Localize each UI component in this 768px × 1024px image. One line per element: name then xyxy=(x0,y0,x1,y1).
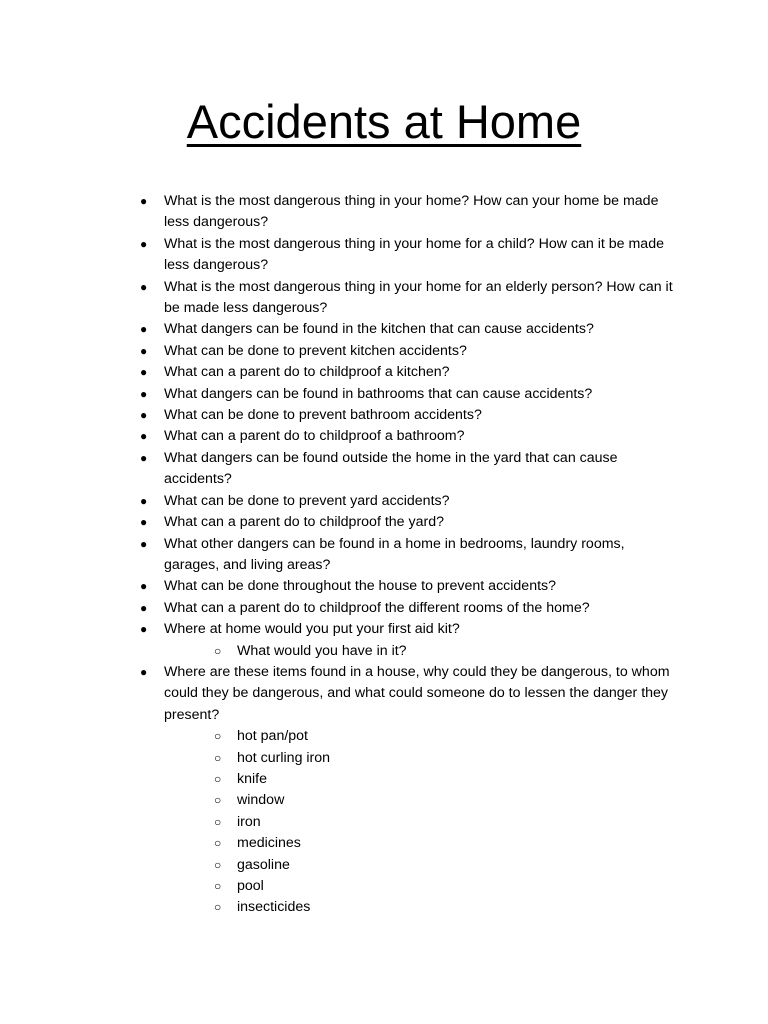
bullet-circle-icon: ○ xyxy=(214,814,222,829)
bullet-dot-icon: ● xyxy=(140,279,148,294)
sub-list-item xyxy=(214,812,674,833)
bullet-circle-icon: ○ xyxy=(214,750,222,765)
question-item xyxy=(140,662,674,919)
bullet-dot-icon: ● xyxy=(140,386,148,401)
question-text: What is the most dangerous thing in your home for an elderly person? How can it be made less dangerous? xyxy=(164,278,673,317)
question-item xyxy=(140,319,674,340)
bullet-dot-icon: ● xyxy=(140,515,148,530)
sub-list-item xyxy=(214,855,674,876)
question-text: What dangers can be found in the kitchen that can cause accidents? xyxy=(164,321,594,338)
question-item xyxy=(140,598,674,619)
sub-list-item xyxy=(214,833,674,854)
bullet-dot-icon: ● xyxy=(140,343,148,358)
bullet-dot-icon: ● xyxy=(140,236,148,251)
sub-list-item xyxy=(214,641,674,662)
question-text: What can a parent do to childproof a kitchen? xyxy=(164,364,450,381)
question-text: Where are these items found in a house, why could they be dangerous, to whom could they be dangerous, and what could someone do to lessen the danger they present? xyxy=(164,663,670,723)
sub-list-item xyxy=(214,790,674,811)
bullet-dot-icon: ● xyxy=(140,664,148,679)
bullet-dot-icon: ● xyxy=(140,429,148,444)
question-item xyxy=(140,277,674,320)
sub-item-text: pool xyxy=(237,878,264,894)
bullet-dot-icon: ● xyxy=(140,194,148,208)
question-item xyxy=(140,576,674,597)
bullet-dot-icon: ● xyxy=(140,536,148,551)
sub-list-item xyxy=(214,876,674,897)
sub-item-text: hot pan/pot xyxy=(237,728,308,745)
sub-list xyxy=(164,726,674,919)
question-item xyxy=(140,512,674,533)
sub-list-item xyxy=(214,769,674,790)
bullet-dot-icon: ● xyxy=(140,600,148,615)
question-item xyxy=(140,448,674,491)
bullet-dot-icon: ● xyxy=(140,365,148,380)
bullet-circle-icon: ○ xyxy=(214,729,222,744)
question-item xyxy=(140,191,674,234)
question-text: What can a parent do to childproof the different rooms of the home? xyxy=(164,599,590,616)
question-text: What dangers can be found outside the home in the yard that can cause accidents? xyxy=(164,449,618,488)
bullet-dot-icon: ● xyxy=(140,493,148,508)
document-title xyxy=(0,93,768,151)
bullet-dot-icon: ● xyxy=(140,622,148,637)
bullet-circle-icon: ○ xyxy=(214,900,222,915)
question-text: What can a parent do to childproof the yard? xyxy=(164,514,444,531)
sub-item-text: iron xyxy=(237,813,261,830)
question-item xyxy=(140,426,674,447)
sub-item-text: What would you have in it? xyxy=(237,642,407,659)
question-text: What dangers can be found in bathrooms that can cause accidents? xyxy=(164,385,593,402)
bullet-circle-icon: ○ xyxy=(214,836,222,851)
bullet-dot-icon: ● xyxy=(140,322,148,337)
question-item xyxy=(140,362,674,383)
bullet-circle-icon: ○ xyxy=(214,793,222,808)
question-item xyxy=(140,534,674,577)
question-item xyxy=(140,619,674,662)
question-text: What can be done to prevent yard accidents? xyxy=(164,492,450,509)
sub-list-item xyxy=(214,726,674,747)
sub-item-text: window xyxy=(237,792,285,809)
bullet-dot-icon: ● xyxy=(140,450,148,465)
question-text: What other dangers can be found in a home in bedrooms, laundry rooms, garages, and living areas? xyxy=(164,535,625,573)
sub-list xyxy=(164,641,674,662)
sub-item-text: medicines xyxy=(237,835,301,852)
bullet-circle-icon: ○ xyxy=(214,771,222,786)
question-text: What can be done throughout the house to prevent accidents? xyxy=(164,578,557,595)
question-item xyxy=(140,384,674,405)
document-title-text: Accidents at Home xyxy=(186,95,582,148)
bullet-circle-icon: ○ xyxy=(214,643,222,658)
question-list xyxy=(140,191,674,919)
question-item xyxy=(140,341,674,362)
bullet-dot-icon: ● xyxy=(140,408,148,423)
bullet-dot-icon: ● xyxy=(140,579,148,594)
question-text: Where at home would you put your first aid kit? xyxy=(164,621,460,638)
question-text: What is the most dangerous thing in your home for a child? How can it be made less dangerous? xyxy=(164,235,664,274)
question-item xyxy=(140,405,674,426)
bullet-circle-icon: ○ xyxy=(214,857,222,872)
sub-item-text: hot curling iron xyxy=(237,749,331,766)
sub-item-text: knife xyxy=(237,770,267,787)
bullet-circle-icon: ○ xyxy=(214,879,222,893)
question-text: What can be done to prevent bathroom accidents? xyxy=(164,407,482,424)
sub-list-item xyxy=(214,748,674,769)
question-text: What is the most dangerous thing in your home? How can your home be made less dangerous? xyxy=(164,193,659,231)
question-item xyxy=(140,491,674,512)
sub-item-text: gasoline xyxy=(237,856,290,873)
question-text: What can a parent do to childproof a bathroom? xyxy=(164,428,465,445)
question-item xyxy=(140,234,674,277)
question-text: What can be done to prevent kitchen accidents? xyxy=(164,342,467,359)
sub-item-text: insecticides xyxy=(237,899,311,916)
sub-list-item xyxy=(214,897,674,918)
